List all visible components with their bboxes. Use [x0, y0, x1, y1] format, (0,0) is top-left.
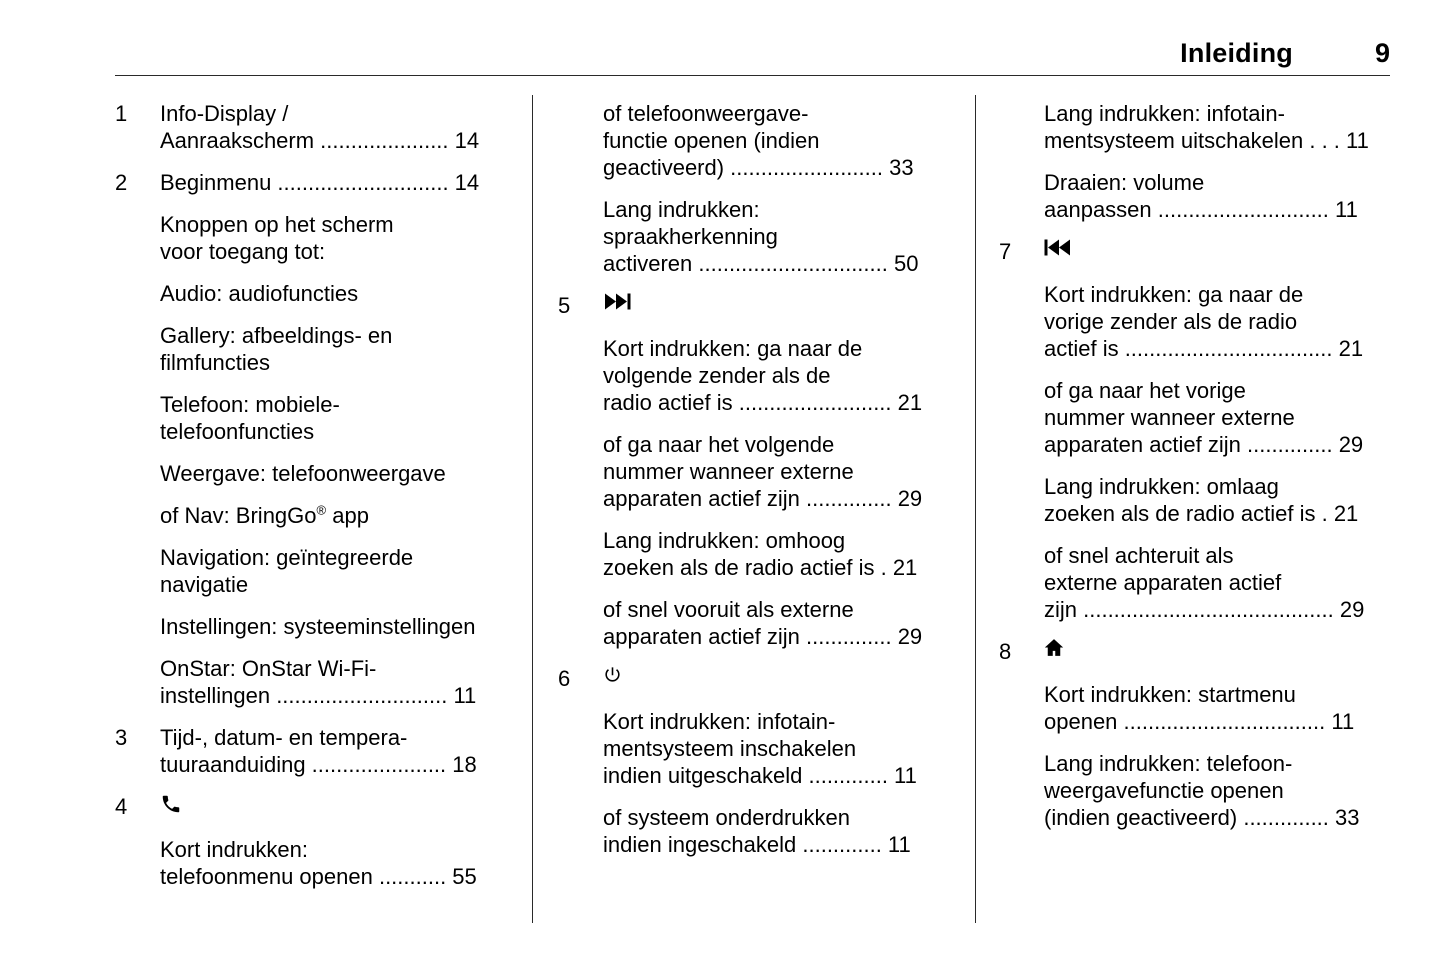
toc-line: vorige zender als de radio [1044, 309, 1298, 334]
toc-line: Info-Display / [160, 101, 289, 126]
toc-line: apparaten actief zijn .............. 29 [603, 486, 923, 511]
toc-entry [999, 377, 1390, 458]
toc-entry [558, 708, 975, 789]
entry-text [160, 211, 532, 265]
entry-text [160, 613, 532, 640]
toc-entry [115, 100, 532, 154]
toc-line: Weergave: telefoonweergave [160, 461, 446, 486]
entry-text [160, 169, 532, 196]
toc-line: apparaten actief zijn .............. 29 [603, 624, 923, 649]
entry-number [115, 211, 160, 265]
entry-text [160, 502, 532, 529]
entry-text [1044, 281, 1390, 362]
entry-number: 4 [115, 794, 128, 819]
entry-number [115, 655, 160, 709]
toc-entry [558, 596, 975, 650]
toc-line: Lang indrukken: omhoog [603, 528, 846, 553]
header-rule [115, 75, 1390, 76]
entry-number [115, 544, 160, 598]
entry-text [160, 391, 532, 445]
toc-line: telefoonfuncties [160, 419, 315, 444]
toc-line: of systeem onderdrukken [603, 805, 851, 830]
power-icon [603, 665, 975, 693]
phone-icon [160, 793, 532, 821]
toc-line: functie openen (indien [603, 128, 820, 153]
toc-line: mentsysteem uitschakelen . . . 11 [1044, 128, 1369, 153]
toc-line: apparaten actief zijn .............. 29 [1044, 432, 1364, 457]
toc-line: Lang indrukken: omlaag [1044, 474, 1279, 499]
toc-line: Kort indrukken: infotain- [603, 709, 836, 734]
toc-entry [115, 613, 532, 640]
toc-columns [115, 95, 1390, 923]
entry-text [160, 836, 532, 890]
toc-line: OnStar: OnStar Wi-Fi- [160, 656, 377, 681]
toc-entry [115, 391, 532, 445]
page-title: Inleiding [1180, 38, 1293, 68]
toc-line: of Nav: BringGo® app [160, 502, 369, 528]
toc-line: Aanraakscherm ..................... 14 [160, 128, 480, 153]
toc-entry [115, 836, 532, 890]
toc-line: of snel achteruit als [1044, 543, 1234, 568]
toc-entry [115, 655, 532, 709]
toc-entry [115, 502, 532, 529]
toc-line: nummer wanneer externe [603, 459, 854, 484]
toc-line: Kort indrukken: ga naar de [1044, 282, 1304, 307]
entry-text [603, 804, 975, 858]
toc-column-2 [532, 95, 975, 923]
entry-number [558, 804, 603, 858]
toc-entry [115, 460, 532, 487]
toc-entry [115, 724, 532, 778]
entry-number [115, 460, 160, 487]
entry-text [160, 655, 532, 709]
entry-number [999, 750, 1044, 831]
page-header [115, 38, 1390, 69]
toc-line: nummer wanneer externe [1044, 405, 1295, 430]
toc-column-1 [115, 95, 532, 923]
entry-text [1044, 169, 1390, 223]
entry-number [999, 473, 1044, 527]
toc-line: tuuraanduiding ...................... 18 [160, 752, 477, 777]
toc-entry [115, 322, 532, 376]
toc-line: weergavefunctie openen [1044, 778, 1284, 803]
entry-number [999, 169, 1044, 223]
toc-line: Draaien: volume [1044, 170, 1205, 195]
entry-text [603, 708, 975, 789]
entry-text [1044, 473, 1390, 527]
toc-line: of ga naar het volgende [603, 432, 835, 457]
toc-line: Lang indrukken: infotain- [1044, 101, 1285, 126]
entry-number [558, 196, 603, 277]
entry-text [603, 100, 975, 181]
toc-line: openen ................................. 11 [1044, 709, 1355, 734]
toc-entry [558, 431, 975, 512]
next-track-icon [603, 292, 975, 320]
toc-line: filmfuncties [160, 350, 271, 375]
entry-number [115, 502, 160, 529]
entry-number [999, 281, 1044, 362]
toc-entry [115, 211, 532, 265]
entry-number: 1 [115, 101, 128, 126]
toc-entry [115, 169, 532, 196]
toc-line: spraakherkenning [603, 224, 778, 249]
toc-line: mentsysteem inschakelen [603, 736, 857, 761]
toc-line: (indien geactiveerd) .............. 33 [1044, 805, 1360, 830]
toc-entry [115, 280, 532, 307]
home-icon [1044, 638, 1390, 666]
entry-number [115, 613, 160, 640]
toc-column-3 [975, 95, 1390, 923]
toc-line: Kort indrukken: ga naar de [603, 336, 863, 361]
toc-line: Instellingen: systeeminstellingen [160, 614, 476, 639]
toc-line: radio actief is ......................... 21 [603, 390, 923, 415]
toc-entry [999, 281, 1390, 362]
toc-entry [115, 544, 532, 598]
entry-text [160, 724, 532, 778]
toc-entry [558, 292, 975, 320]
toc-entry [558, 804, 975, 858]
previous-track-icon [1044, 238, 1390, 266]
entry-number: 8 [999, 639, 1012, 664]
entry-text [160, 280, 532, 307]
toc-line: Audio: audiofuncties [160, 281, 359, 306]
toc-line: indien uitgeschakeld ............. 11 [603, 763, 917, 788]
toc-line: Telefoon: mobiele- [160, 392, 340, 417]
entry-text [1044, 377, 1390, 458]
toc-line: Kort indrukken: [160, 837, 308, 862]
toc-line: aanpassen ............................ 11 [1044, 197, 1358, 222]
entry-number: 2 [115, 170, 128, 195]
entry-number [558, 527, 603, 581]
entry-text [1044, 542, 1390, 623]
entry-number [558, 100, 603, 181]
toc-line: telefoonmenu openen ........... 55 [160, 864, 477, 889]
page-number: 9 [1374, 38, 1390, 68]
toc-line: Lang indrukken: [603, 197, 760, 222]
toc-entry [999, 542, 1390, 623]
toc-line: Gallery: afbeeldings- en [160, 323, 393, 348]
toc-entry [999, 638, 1390, 666]
toc-line: zoeken als de radio actief is . 21 [603, 555, 918, 580]
entry-number [115, 280, 160, 307]
toc-entry [558, 100, 975, 181]
toc-line: Knoppen op het scherm [160, 212, 394, 237]
entry-number [558, 596, 603, 650]
toc-entry [999, 169, 1390, 223]
toc-entry [999, 681, 1390, 735]
entry-number [558, 335, 603, 416]
entry-text [160, 460, 532, 487]
entry-number [115, 836, 160, 890]
toc-line: indien ingeschakeld ............. 11 [603, 832, 911, 857]
entry-number: 5 [558, 293, 571, 318]
toc-line: voor toegang tot: [160, 239, 326, 264]
entry-text [603, 431, 975, 512]
entry-text [1044, 750, 1390, 831]
entry-text [160, 100, 532, 154]
entry-number: 6 [558, 666, 571, 691]
entry-text [1044, 100, 1390, 154]
entry-number: 3 [115, 725, 128, 750]
toc-entry [115, 793, 532, 821]
entry-number [999, 542, 1044, 623]
toc-line: externe apparaten actief [1044, 570, 1282, 595]
entry-number [558, 708, 603, 789]
toc-line: Beginmenu ............................ 14 [160, 170, 480, 195]
toc-entry [999, 100, 1390, 154]
toc-entry [999, 473, 1390, 527]
toc-line: Kort indrukken: startmenu [1044, 682, 1296, 707]
toc-line: instellingen ............................ 11 [160, 683, 477, 708]
entry-number: 7 [999, 239, 1012, 264]
toc-entry [558, 335, 975, 416]
toc-line: Navigation: geïntegreerde [160, 545, 414, 570]
entry-number [999, 681, 1044, 735]
toc-line: actief is .................................. 21 [1044, 336, 1364, 361]
toc-line: geactiveerd) ......................... 33 [603, 155, 914, 180]
toc-line: zijn ......................................... 29 [1044, 597, 1365, 622]
toc-line: activeren ............................... 50 [603, 251, 919, 276]
entry-number [115, 391, 160, 445]
entry-text [603, 596, 975, 650]
entry-text [603, 196, 975, 277]
toc-line: of telefoonweergave- [603, 101, 809, 126]
toc-line: Lang indrukken: telefoon- [1044, 751, 1293, 776]
toc-entry [999, 750, 1390, 831]
toc-line: navigatie [160, 572, 249, 597]
entry-text [603, 527, 975, 581]
toc-line: Tijd-, datum- en tempera- [160, 725, 408, 750]
toc-entry [558, 665, 975, 693]
entry-number [558, 431, 603, 512]
toc-line: volgende zender als de [603, 363, 831, 388]
entry-text [160, 322, 532, 376]
entry-text [603, 335, 975, 416]
toc-line: of snel vooruit als externe [603, 597, 854, 622]
entry-number [999, 377, 1044, 458]
entry-text [160, 544, 532, 598]
toc-line: zoeken als de radio actief is . 21 [1044, 501, 1359, 526]
toc-entry [558, 527, 975, 581]
entry-text [1044, 681, 1390, 735]
toc-entry [558, 196, 975, 277]
entry-number [999, 100, 1044, 154]
entry-number [115, 322, 160, 376]
toc-line: of ga naar het vorige [1044, 378, 1246, 403]
toc-entry [999, 238, 1390, 266]
